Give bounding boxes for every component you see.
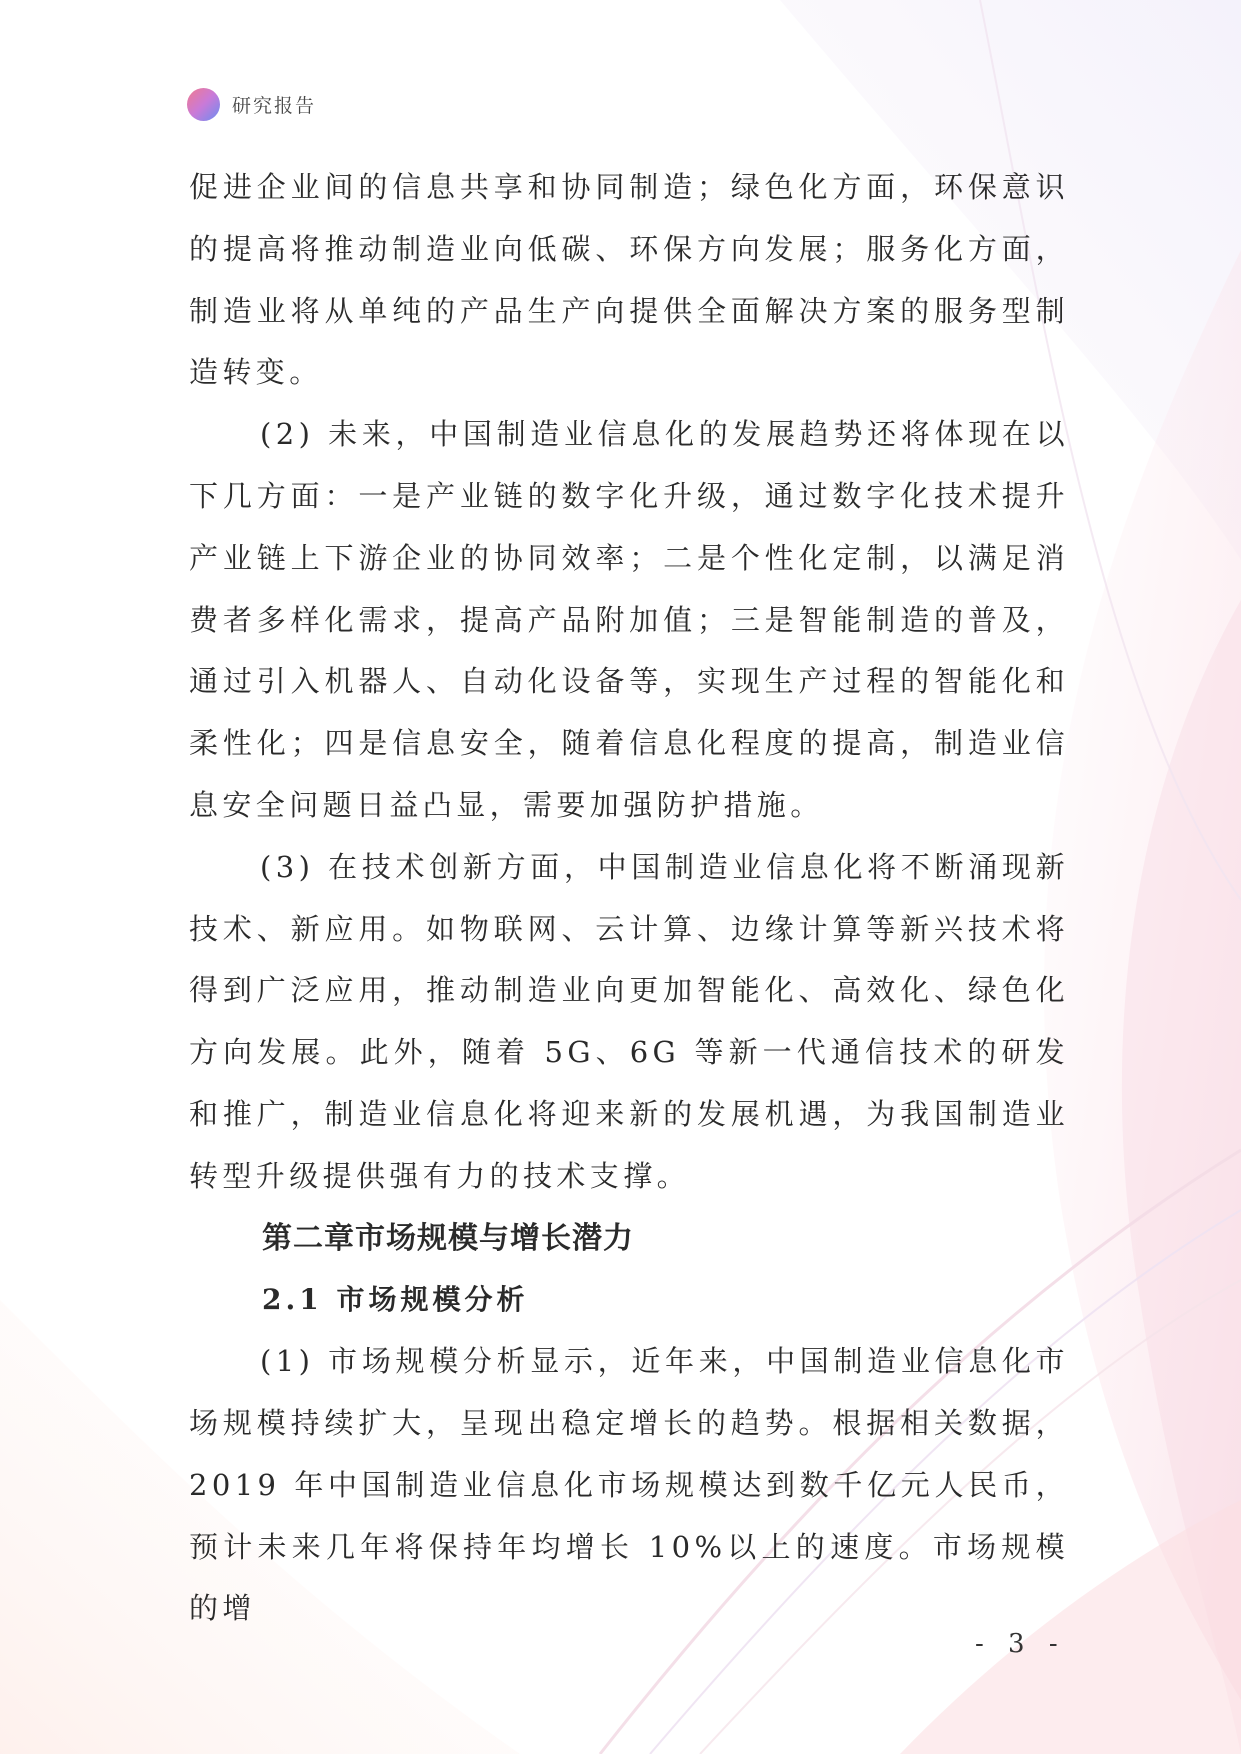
paragraph-2: (2) 未来，中国制造业信息化的发展趋势还将体现在以下几方面：一是产业链的数字化升级，通过数字化技术提升产业链上下游企业的协同效率；二是个性化定制，以满足消费者多样化需求，提高产品附加值；三是智能制造的普及，通过引入机器人、自动化设备等，实现生产过程的智能化和柔性化；四是信息安全，随着信息化程度的提高，制造业信息安全问题日益凸显，需要加强防护措施。 xyxy=(189,417,1069,822)
paragraph-section-1: (1) 市场规模分析显示，近年来，中国制造业信息化市场规模持续扩大，呈现出稳定增长的趋势。根据相关数据，2019 年中国制造业信息化市场规模达到数千亿元人民币，预计未来几年将保持年均增长 10%以上的速度。市场规模的增 xyxy=(189,1344,1069,1626)
paragraph-3: (3) 在技术创新方面，中国制造业信息化将不断涌现新技术、新应用。如物联网、云计算、边缘计算等新兴技术将得到广泛应用，推动制造业向更加智能化、高效化、绿色化方向发展。此外，随着 5G、6G 等新一代通信技术的研发和推广，制造业信息化将迎来新的发展机遇，为我国制造业转型升级提供强有力的技术支撑。 xyxy=(189,849,1069,1193)
paragraph-continued: 促进企业间的信息共享和协同制造；绿色化方面，环保意识的提高将推动制造业向低碳、环保方向发展；服务化方面，制造业将从单纯的产品生产向提供全面解决方案的服务型制造转变。 xyxy=(189,170,1069,390)
document-body xyxy=(189,157,1069,1640)
section-heading: 2.1 市场规模分析 xyxy=(262,1283,529,1317)
page-header xyxy=(187,88,316,121)
chapter-heading: 第二章市场规模与增长潜力 xyxy=(262,1220,634,1256)
logo-icon xyxy=(187,88,220,121)
page-number: - 3 - xyxy=(975,1629,1066,1659)
header-title: 研究报告 xyxy=(232,95,317,117)
